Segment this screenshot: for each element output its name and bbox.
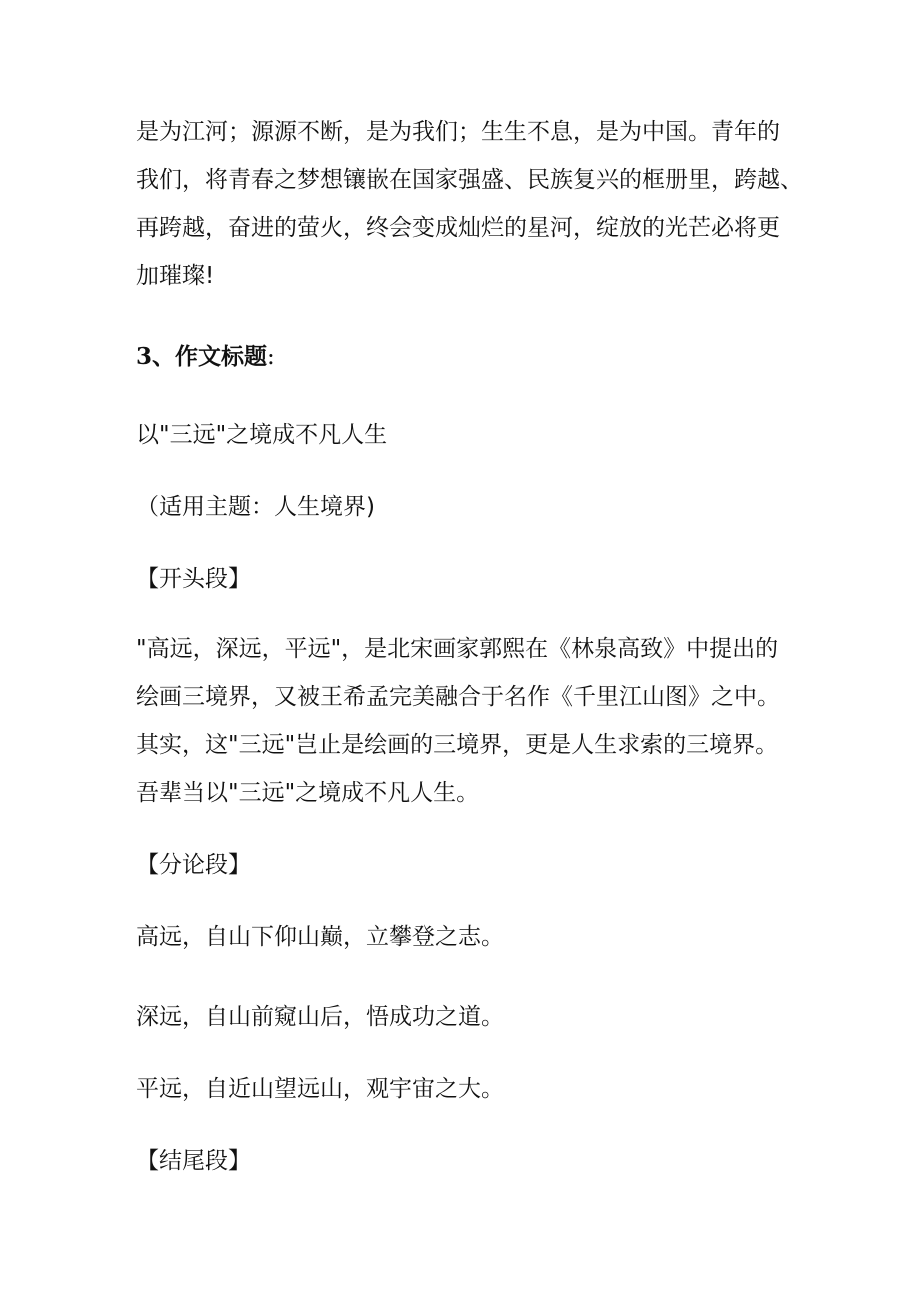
paragraph-line: 我们，将青春之梦想镶嵌在国家强盛、民族复兴的框册里，跨越、 <box>136 167 803 193</box>
argument-label <box>136 841 796 889</box>
essay-title <box>136 411 796 459</box>
paragraph-line: 吾辈当以"三远"之境成不凡人生。 <box>136 780 480 806</box>
section-heading-colon: : <box>267 344 275 370</box>
closing-label <box>136 1137 796 1185</box>
essay-title-text: 以"三远"之境成不凡人生 <box>136 422 388 448</box>
paragraph-line: "高远，深远，平远"，是北宋画家郭熙在《林泉高致》中提出的 <box>136 636 779 662</box>
argument-point-text: 深远，自山前窥山后，悟成功之道。 <box>136 1004 504 1030</box>
theme-note-text: （适用主题：人生境界) <box>136 494 375 520</box>
opening-label <box>136 555 796 603</box>
paragraph-line: 加璀璨! <box>136 263 215 289</box>
paragraph-line: 其实，这"三远"岂止是绘画的三境界，更是人生求索的三境界。 <box>136 732 779 758</box>
argument-label-text: 【分论段】 <box>136 852 251 878</box>
paragraph-line: 是为江河；源源不断，是为我们；生生不息，是为中国。青年的 <box>136 119 780 145</box>
argument-point-text: 平远，自近山望远山，观宇宙之大。 <box>136 1076 504 1102</box>
argument-point-3 <box>136 1065 796 1113</box>
theme-note <box>136 483 796 531</box>
section-heading <box>136 333 796 381</box>
argument-point-1 <box>136 913 796 961</box>
paragraph-line: 再跨越，奋进的萤火，终会变成灿烂的星河，绽放的光芒必将更 <box>136 215 780 241</box>
section-heading-text: 3、作文标题 <box>136 343 268 370</box>
closing-label-text: 【结尾段】 <box>136 1148 251 1174</box>
argument-point-text: 高远，自山下仰山巅，立攀登之志。 <box>136 924 504 950</box>
opening-label-text: 【开头段】 <box>136 566 251 592</box>
intro-paragraph <box>136 108 803 300</box>
paragraph-line: 绘画三境界，又被王希孟完美融合于名作《千里江山图》之中。 <box>136 684 780 710</box>
argument-point-2 <box>136 993 796 1041</box>
opening-paragraph <box>136 625 796 817</box>
